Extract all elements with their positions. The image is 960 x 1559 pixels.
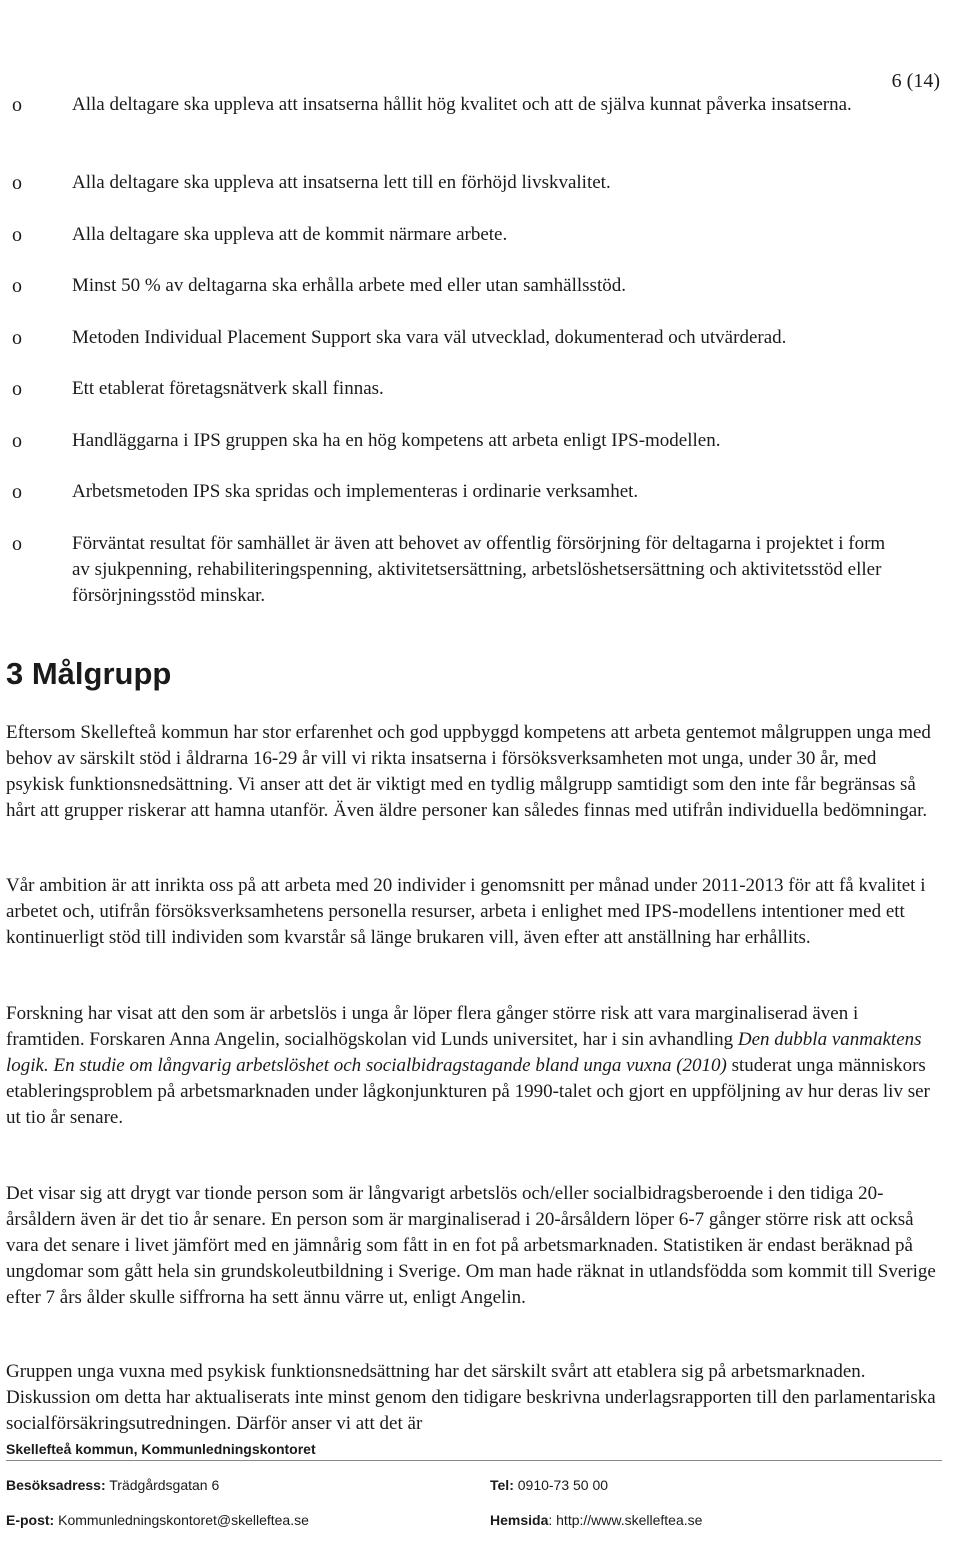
bullet-marker: o: [12, 94, 22, 116]
list-item-text: Alla deltagare ska uppleva att insatserna lett till en förhöjd livskvalitet.: [72, 172, 611, 193]
footer-address-label: Besöksadress:: [6, 1477, 106, 1493]
list-item-text: Handläggarna i IPS gruppen ska ha en hög kompetens att arbeta enligt IPS-modellen.: [72, 430, 721, 451]
paragraph-target-group: Eftersom Skellefteå kommun har stor erfarenhet och god uppbyggd kompetens att arbeta gentemot målgruppen unga med behov av särskilt stöd i åldrarna 16-29 år vill vi rikta insatserna i försöksverksamheten mot unga, under 30 år, med psykisk funktionsnedsättning. Vi anser att det är viktigt med en tydlig målgrupp samtidigt som den inte får begränsas så hårt att grupper riskerar att hamna utanför. Även äldre personer kan således finnas med utifrån individuella bedömningar.: [6, 722, 931, 821]
list-item-text: Förväntat resultat för samhället är även att behovet av offentlig försörjning för deltagarna i projektet i form av sjukpenning, rehabiliteringspenning, aktivitetsersättning, arbetslöshetsersättning och aktivitetsstöd eller försörjningsstöd minskar.: [72, 533, 886, 606]
bullet-marker: o: [12, 327, 22, 349]
bullet-marker: o: [12, 378, 22, 400]
list-item-text: Metoden Individual Placement Support ska vara väl utvecklad, dokumenterad och utvärderad.: [72, 327, 787, 348]
footer-organization: Skellefteå kommun, Kommunledningskontoret: [6, 1441, 316, 1457]
footer-email-label: E-post:: [6, 1512, 55, 1528]
list-item-text: Alla deltagare ska uppleva att de kommit närmare arbete.: [72, 224, 508, 245]
footer-phone: [490, 1476, 608, 1494]
footer-phone-label: Tel:: [490, 1477, 514, 1493]
bullet-marker: o: [12, 172, 22, 194]
footer-website-label: Hemsida: [490, 1512, 549, 1528]
list-item-text: Arbetsmetoden IPS ska spridas och implementeras i ordinarie verksamhet.: [72, 481, 639, 502]
paragraph-statistics: Det visar sig att drygt var tionde person som är långvarigt arbetslös och/eller socialbidragsberoende i den tidiga 20-årsåldern även är det tio år senare. En person som är marginaliserad i 20-årsåldern löper 6-7 gånger större risk att också vara det senare i livet jämfört med en jämnårig som fått in en fot på arbetsmarknaden. Statistiken är endast beräknad på ungdomar som gått hela sin grundskoleutbildning i Sverige. Om man hade räknat in utlandsfödda som kommit till Sverige efter 7 års ålder skulle siffrorna ha sett ännu värre ut, enligt Angelin.: [6, 1183, 936, 1308]
footer-address: [6, 1476, 219, 1494]
list-item-text: Ett etablerat företagsnätverk skall finnas.: [72, 378, 384, 399]
bullet-marker: o: [12, 533, 22, 555]
paragraph-ambition: Vår ambition är att inrikta oss på att arbeta med 20 individer i genomsnitt per månad under 2011-2013 för att få kvalitet i arbetet och, utifrån försöksverksamhetens personella resurser, arbeta i enlighet med IPS-modellens intentioner med ett kontinuerligt stöd till individen som kvarstår så länge brukaren vill, även efter att anställning har erhållits.: [6, 875, 926, 948]
paragraph-text: studerat unga människors etableringsproblem på arbetsmarknaden under lågkonjunkturen på 1990-talet och gjort en uppföljning av hur deras liv ser ut tio år senare.: [6, 1055, 930, 1128]
paragraph-text: Forskning har visat att den som är arbetslös i unga år löper flera gånger större risk att vara marginaliserad även i framtiden. Forskaren Anna Angelin, socialhögskolan vid Lunds universitet, har i sin avhandling: [6, 1003, 859, 1050]
paragraph-research: [6, 1001, 936, 1131]
paragraph-group: Gruppen unga vuxna med psykisk funktionsnedsättning har det särskilt svårt att etablera sig på arbetsmarknaden. Diskussion om detta har aktualiserats inte minst genom den tidigare beskrivna underlagsrapporten till den parlamentariska socialförsäkringsutredningen. Därför anser vi att det är: [6, 1361, 936, 1434]
list-item-text: Minst 50 % av deltagarna ska erhålla arbete med eller utan samhällsstöd.: [72, 275, 626, 296]
footer-divider: [6, 1460, 942, 1461]
footer-email: [6, 1511, 309, 1529]
section-heading: 3 Målgrupp: [6, 656, 172, 691]
list-item-text: Alla deltagare ska uppleva att insatserna hållit hög kvalitet och att de själva kunnat påverka insatserna.: [72, 94, 852, 115]
bullet-marker: o: [12, 481, 22, 503]
footer-website: [490, 1511, 702, 1529]
thesis-title: Den dubbla vanmaktens logik. En studie om långvarig arbetslöshet och socialbidragstagande bland unga vuxna (2010): [6, 1029, 922, 1076]
bullet-marker: o: [12, 224, 22, 246]
page-number: 6 (14): [891, 70, 940, 92]
bullet-marker: o: [12, 430, 22, 452]
footer-phone-value: 0910-73 50 00: [513, 1477, 609, 1493]
footer-website-value[interactable]: : http://www.skelleftea.se: [548, 1512, 703, 1528]
footer-address-value: Trädgårdsgatan 6: [105, 1477, 220, 1493]
footer-email-value[interactable]: Kommunledningskontoret@skelleftea.se: [54, 1512, 309, 1528]
bullet-marker: o: [12, 275, 22, 297]
